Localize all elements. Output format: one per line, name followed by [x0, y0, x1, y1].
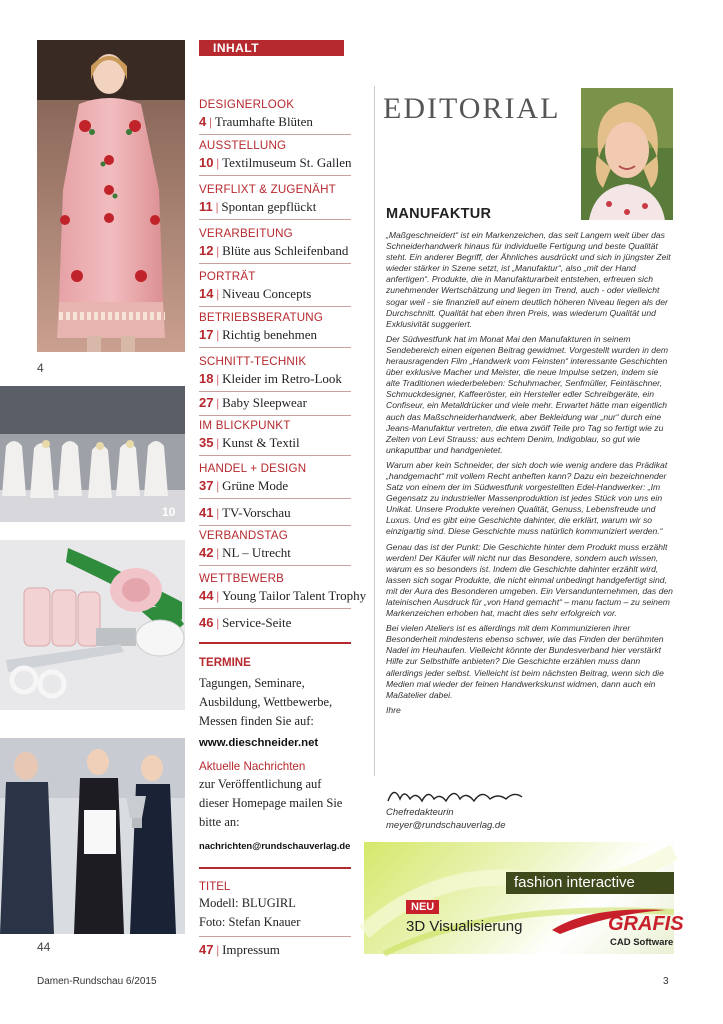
- toc-entry-title: Blüte aus Schleifenband: [222, 243, 349, 258]
- titel-rule: [199, 936, 351, 937]
- grafis-advertisement[interactable]: [364, 842, 684, 954]
- titel-divider: [199, 867, 351, 869]
- toc-entry[interactable]: [199, 543, 351, 562]
- impressum-entry[interactable]: [199, 940, 351, 959]
- toc-page-number: 35: [199, 435, 214, 450]
- toc-category: DESIGNERLOOK: [199, 98, 295, 111]
- toc-separator-icon: |: [215, 199, 219, 214]
- termine-box: [199, 656, 351, 854]
- termine-line: Ausbildung, Wettbewerbe,: [199, 695, 333, 709]
- toc-entry-title: Textilmuseum St. Gallen: [222, 155, 352, 170]
- toc-divider: [199, 263, 351, 264]
- toc-separator-icon: |: [216, 615, 220, 630]
- toc-divider: [199, 134, 351, 135]
- toc-divider: [199, 391, 351, 392]
- photo-young-tailor-trophy: [0, 738, 185, 934]
- toc-separator-icon: |: [216, 435, 220, 450]
- toc-entry[interactable]: [199, 197, 351, 216]
- ad-brand: GRAFIS: [608, 913, 684, 935]
- toc-divider: [199, 525, 351, 526]
- toc-divider: [199, 498, 351, 499]
- editor-portrait: [581, 88, 673, 220]
- toc-divider: [199, 347, 351, 348]
- toc-category: HANDEL + DESIGN: [199, 462, 307, 475]
- toc-category: BETRIEBSBERATUNG: [199, 311, 324, 324]
- titel-box: [199, 880, 351, 959]
- toc-page-number: 10: [199, 155, 214, 170]
- toc-page-number: 14: [199, 286, 214, 301]
- termine-divider: [199, 642, 351, 644]
- toc-page-number: 46: [199, 615, 214, 630]
- photo-number-textilmuseum: 10: [162, 505, 176, 519]
- cover-photo-designerlook: [37, 40, 185, 352]
- toc-category: PORTRÄT: [199, 270, 256, 283]
- toc-divider: [199, 306, 351, 307]
- toc-page-number: 41: [199, 505, 214, 520]
- signature-email-link[interactable]: meyer@rundschauverlag.de: [386, 820, 506, 831]
- toc-separator-icon: |: [216, 942, 220, 957]
- toc-entry-title: Traumhafte Blüten: [214, 114, 313, 129]
- toc-page-number: 12: [199, 243, 214, 258]
- news-email-link[interactable]: nachrichten@rundschauverlag.de: [199, 840, 351, 851]
- toc-entry-title: Grüne Mode: [222, 478, 289, 493]
- toc-entry-title: Kleider im Retro-Look: [222, 371, 342, 386]
- toc-page-number: 37: [199, 478, 214, 493]
- toc-category: VERBANDSTAG: [199, 529, 288, 542]
- titel-heading: TITEL: [199, 881, 231, 893]
- toc-divider: [199, 415, 351, 416]
- termine-website-link[interactable]: www.dieschneider.net: [199, 737, 319, 749]
- toc-entry-title: Baby Sleepwear: [222, 395, 307, 410]
- inhalt-header: INHALT: [199, 40, 344, 56]
- toc-entry[interactable]: [199, 393, 351, 412]
- toc-page-number: 42: [199, 545, 214, 560]
- toc-page-number: 4: [199, 114, 207, 129]
- toc-category: WETTBEWERB: [199, 572, 285, 585]
- toc-entry-title: Young Tailor Talent Trophy: [222, 588, 367, 603]
- termine-heading: TERMINE: [199, 657, 251, 669]
- editorial-heading: MANUFAKTUR: [386, 206, 492, 222]
- toc-category: IM BLICKPUNKT: [199, 419, 291, 432]
- toc-divider: [199, 175, 351, 176]
- toc-separator-icon: |: [216, 545, 220, 560]
- editorial-paragraph: Warum aber kein Schneider, der sich doch wie wenig andere das Prädikat „handgemacht“ mit vollem Recht anheften kann? Dazu ein bezeichnender Satz von einem der im Südwestfunk vorgestellten Edel-Handwerker: „Im Gegensatz zu industrieller Massenproduktion ist jedes Stück von uns ein Unikat. Unsere Produkte vereinen Qualität, Genuss, Lebensfreude und Luxus. Und es gibt eine Geschichte dahinter, die erklärt, warum wir so einzigartig sind. Diese Geschichte muss natürlich kommuniziert werden.“: [386, 459, 668, 537]
- toc-entry-title: TV-Vorschau: [222, 505, 291, 520]
- toc-category: VERFLIXT & ZUGENÄHT: [199, 183, 336, 196]
- toc-divider: [199, 565, 351, 566]
- editorial-paragraph: Genau das ist der Punkt: Die Geschichte hinter dem Produkt muss erzählt werden! Der Käufer will nicht nur das Besondere, sondern auch wissen, warum es so besonders ist. Indem die Geschichte dahinter erzählt wird, lassen sich sogar Produkte, die nicht einmal unbedingt handgefertigt sind, mit der Aura des Besonderen umgeben. Ein Versandunternehmen, das den lateinischen Ausdruck für „von Hand gemacht“ – manu factum – zu seinem Markenzeichen erhoben hat, macht dies sehr erfolgreich vor.: [386, 541, 673, 619]
- toc-separator-icon: |: [216, 286, 220, 301]
- toc-page-number: 47: [199, 942, 214, 957]
- toc-entry[interactable]: [199, 476, 351, 495]
- footer-page-number: 3: [663, 976, 669, 987]
- toc-separator-icon: |: [216, 588, 220, 603]
- photo-textilmuseum: [0, 386, 185, 522]
- toc-entry[interactable]: [199, 433, 351, 452]
- toc-page-number: 44: [199, 588, 214, 603]
- toc-entry[interactable]: [199, 325, 351, 344]
- toc-entry[interactable]: [199, 369, 351, 388]
- toc-entry-title: Kunst & Textil: [222, 435, 300, 450]
- titel-line: Modell: BLUGIRL: [199, 896, 296, 910]
- ad-brand-subtitle: CAD Software: [610, 937, 674, 948]
- toc-section-im-blickpunkt: [199, 419, 351, 456]
- titel-line: Foto: Stefan Knauer: [199, 915, 301, 929]
- handwritten-signature: [386, 783, 526, 807]
- toc-category: VERARBEITUNG: [199, 227, 293, 240]
- news-line: zur Veröffentlichung auf: [199, 777, 322, 791]
- toc-separator-icon: |: [209, 114, 212, 129]
- toc-section-verbandstag: [199, 529, 351, 566]
- ad-tagline: fashion interactive: [506, 872, 674, 894]
- toc-page-number: 18: [199, 371, 214, 386]
- toc-separator-icon: |: [216, 505, 220, 520]
- toc-category: AUSSTELLUNG: [199, 139, 287, 152]
- toc-section-ausstellung: [199, 139, 351, 176]
- news-line: dieser Homepage mailen Sie: [199, 796, 343, 810]
- editorial-paragraph: Ihre: [386, 704, 401, 715]
- ad-new-badge: NEU: [406, 900, 439, 914]
- grafis-logo-icon: [550, 904, 684, 938]
- toc-category: SCHNITT-TECHNIK: [199, 355, 307, 368]
- editorial-title: EDITORIAL: [383, 92, 561, 125]
- toc-section-portraet: [199, 270, 351, 307]
- ad-text: 3D Visualisierung: [406, 918, 523, 935]
- toc-separator-icon: |: [216, 155, 220, 170]
- termine-line: Tagungen, Seminare,: [199, 676, 305, 690]
- toc-entry-title: Richtig benehmen: [222, 327, 318, 342]
- toc-section-verflixt: [199, 183, 351, 220]
- toc-divider: [199, 608, 351, 609]
- toc-separator-icon: |: [216, 395, 220, 410]
- toc-section-designerlook: [199, 98, 351, 135]
- toc-entry[interactable]: [199, 241, 351, 260]
- toc-section-handel-design: [199, 462, 351, 526]
- toc-section-schnitt-technik: [199, 355, 351, 416]
- toc-divider: [199, 219, 351, 220]
- toc-divider: [199, 455, 351, 456]
- news-line: bitte an:: [199, 815, 240, 829]
- editorial-vertical-rule: [374, 86, 375, 776]
- toc-section-verarbeitung: [199, 227, 351, 264]
- editorial-paragraph: „Maßgeschneidert“ ist ein Markenzeichen, das seit Langem weit über das Schneiderhandwerk hinaus für individuelle Fertigung und beste Qualität steht. Ein anderer Begriff, der Ähnliches ausdrückt und sich in jüngster Zeit wieder stärker in Szene setzt, ist „Manufaktur“, also „mit der Hand anfertigen“. Produkte, die in Manufakturarbeit entstehen, erfreuen sich zunehmender Wertschätzung und liegen im Trend, auch - oder vielleicht sogar weil - sie finanziell auf einem deutlich höheren Niveau liegen als der Durchschnitt. Qualität hat eben ihren Preis, was wiederum Qualität und Exklusivität suggeriert.: [386, 230, 671, 329]
- toc-section-wettbewerb: [199, 572, 367, 632]
- toc-entry-title: Impressum: [222, 942, 280, 957]
- toc-entry[interactable]: [199, 153, 351, 172]
- toc-separator-icon: |: [216, 243, 220, 258]
- toc-page-number: 17: [199, 327, 214, 342]
- toc-page-number: 11: [199, 199, 213, 214]
- news-heading: Aktuelle Nachrichten: [199, 760, 306, 773]
- toc-page-number: 27: [199, 395, 214, 410]
- toc-entry[interactable]: [199, 503, 351, 522]
- termine-line: Messen finden Sie auf:: [199, 714, 314, 728]
- photo-schleifenband: [0, 540, 185, 710]
- photo-number-designerlook: 4: [37, 361, 44, 375]
- toc-entry-title: Service-Seite: [222, 615, 292, 630]
- editorial-paragraph: Bei vielen Ateliers ist es allerdings mit dem Kommunizieren ihrer Besonderheit mindestens ebenso schwer, wie das Finden der berühmten Nadel im Heuhaufen. Vielleicht könnte der Bundesverband hier verstärkt Hilfe zur Selbsthilfe anbieten? Die Geschichte erzählen muss dann allerdings jeder selbst. Vielleicht ist beim nächsten Beitrag, wenn sich die Medien mal wieder der feinen Handwerkskunst widmen, dann auch ein Maßatelier dabei.: [386, 623, 664, 700]
- toc-entry[interactable]: [199, 586, 367, 605]
- toc-entry-title: Niveau Concepts: [222, 286, 312, 301]
- toc-entry-title: NL – Utrecht: [222, 545, 291, 560]
- editorial-body: [386, 230, 674, 720]
- editorial-signature-block: [386, 806, 505, 832]
- toc-entry[interactable]: [199, 284, 351, 303]
- toc-section-betriebsberatung: [199, 311, 351, 348]
- toc-separator-icon: |: [216, 478, 220, 493]
- signature-role: Chefredakteurin: [386, 807, 454, 818]
- footer-publication: Damen-Rundschau 6/2015: [37, 976, 157, 987]
- toc-separator-icon: |: [216, 371, 220, 386]
- toc-entry[interactable]: [199, 112, 351, 131]
- toc-entry[interactable]: [199, 613, 351, 632]
- toc-entry-title: Spontan gepflückt: [221, 199, 317, 214]
- editorial-paragraph: Der Südwestfunk hat im Monat Mai den Manufakturen in seinem Sendebereich einen eigenen Beitrag gewidmet. Vorgestellt wurden in dem herausragenden Film „Handwerk vom Feinsten“ interessante Geschichten über exklusive Macher und Meister, die neue Impulse setzen, indem sie alte Traditionen wiederbeleben: Schuhmacher, Senfmüller, Feintäschner, Schmuckdesigner, Kaffeeröster, ein Hersteller edler Schreibgeräte, ein Confiseur, ein Metalldrücker und viele mehr. Erwartet hätte man eigentlich auch das Maßschneiderhandwerk, aber Bekleidung war „nur“ durch eine Jeans-Manufaktur vertreten, die etwa zwölf Teile pro Tag so fertigt wie zu Zeiten von Levi Strauss: aus echtem Denim, Indigoblau, so gut wie unkaputtbar und handgenietet.: [386, 333, 669, 455]
- toc-separator-icon: |: [216, 327, 220, 342]
- photo-number-trophy: 44: [37, 940, 51, 954]
